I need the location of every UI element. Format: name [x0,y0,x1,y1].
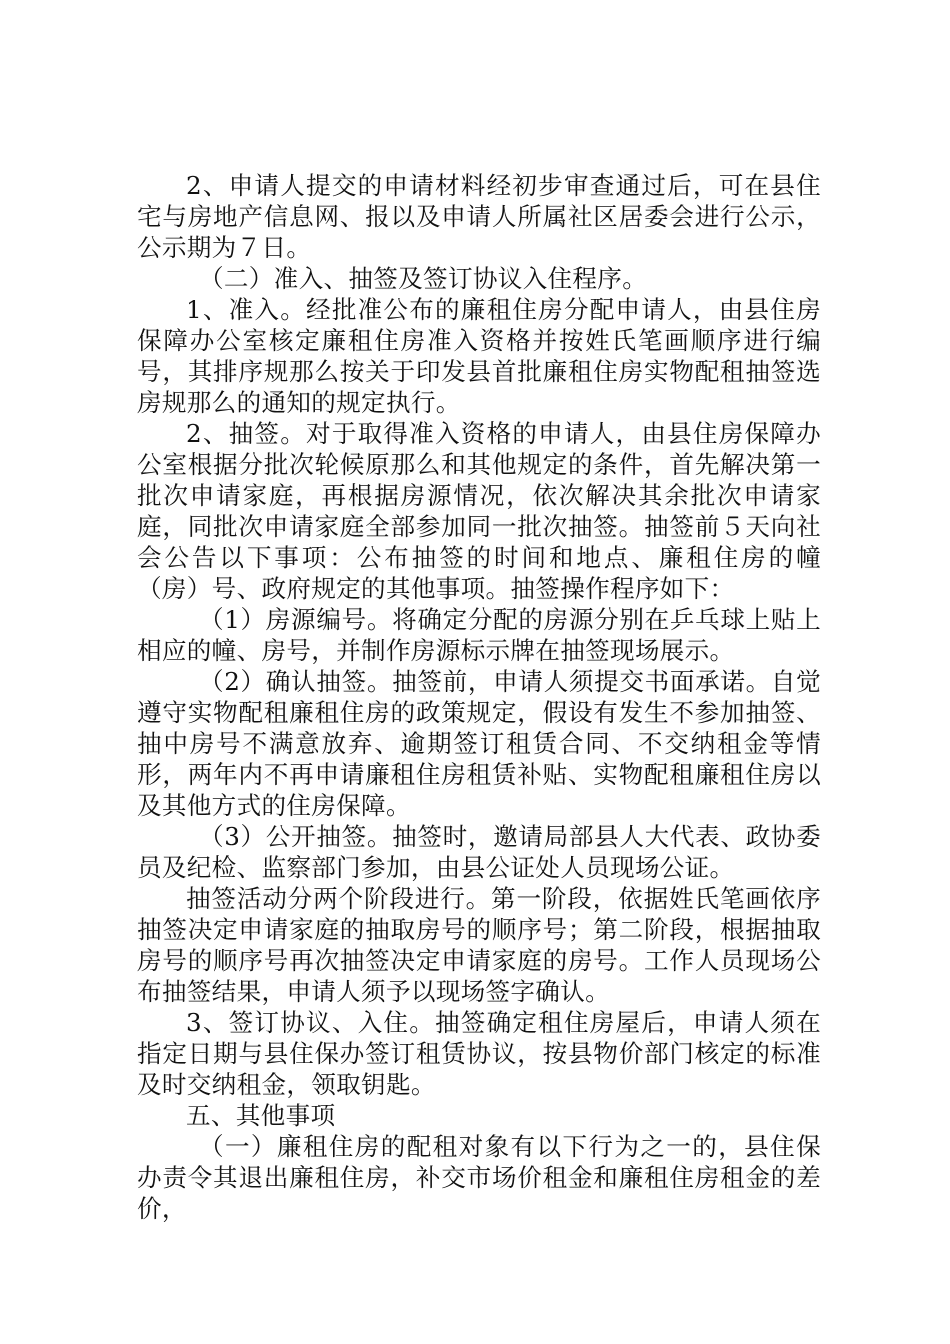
section-heading-admission-procedure: （二）准入、抽签及签订协议入住程序。 [199,264,648,293]
paragraph-exit-conditions: （一）廉租住房的配租对象有以下行为之一的，县住保办责令其退出廉租住房，补交市场价租金和廉租住房租金的差价， [137,1132,821,1223]
paragraph-lottery-stages: 抽签活动分两个阶段进行。第一阶段，依据姓氏笔画依序抽签决定申请家庭的抽取房号的顺序号；第二阶段，根据抽取房号的顺序号再次抽签决定申请家庭的房号。工作人员现场公布抽签结果，申请人须予以现场签字确认。 [137,884,821,1006]
paragraph-confirm-lottery: （2）确认抽签。抽签前，申请人须提交书面承诺。自觉遵守实物配租廉租住房的政策规定，假设有发生不参加抽签、抽中房号不满意放弃、逾期签订租赁合同、不交纳租金等情形，两年内不再申请廉租住房租赁补贴、实物配租廉租住房以及其他方式的住房保障。 [137,667,821,820]
paragraph-admission: 1、准入。经批准公布的廉租住房分配申请人，由县住房保障办公室核定廉租住房准入资格并按姓氏笔画顺序进行编号，其排序规那么按关于印发县首批廉租住房实物配租抽签选房规那么的通知的规定执行。 [137,295,821,417]
section-heading-other-matters: 五、其他事项 [186,1101,336,1130]
document-body [137,170,821,1224]
paragraph-housing-numbering: （1）房源编号。将确定分配的房源分别在乒乓球上贴上相应的幢、房号，并制作房源标示牌在抽签现场展示。 [137,605,821,665]
paragraph-lottery: 2、抽签。对于取得准入资格的申请人，由县住房保障办公室根据分批次轮候原那么和其他规定的条件，首先解决第一批次申请家庭，再根据房源情况，依次解决其余批次申请家庭，同批次申请家庭全部参加同一批次抽签。抽签前５天向社会公告以下事项：公布抽签的时间和地点、廉租住房的幢（房）号、政府规定的其他事项。抽签操作程序如下： [137,419,821,603]
paragraph-public-lottery: （3）公开抽签。抽签时，邀请局部县人大代表、政协委员及纪检、监察部门参加，由县公证处人员现场公证。 [137,822,821,882]
paragraph-sign-agreement: 3、签订协议、入住。抽签确定租住房屋后，申请人须在指定日期与县住保办签订租赁协议，按县物价部门核定的标准及时交纳租金，领取钥匙。 [137,1008,821,1099]
paragraph-publicity: 2、申请人提交的申请材料经初步审查通过后，可在县住宅与房地产信息网、报以及申请人所属社区居委会进行公示，公示期为７日。 [137,171,821,262]
